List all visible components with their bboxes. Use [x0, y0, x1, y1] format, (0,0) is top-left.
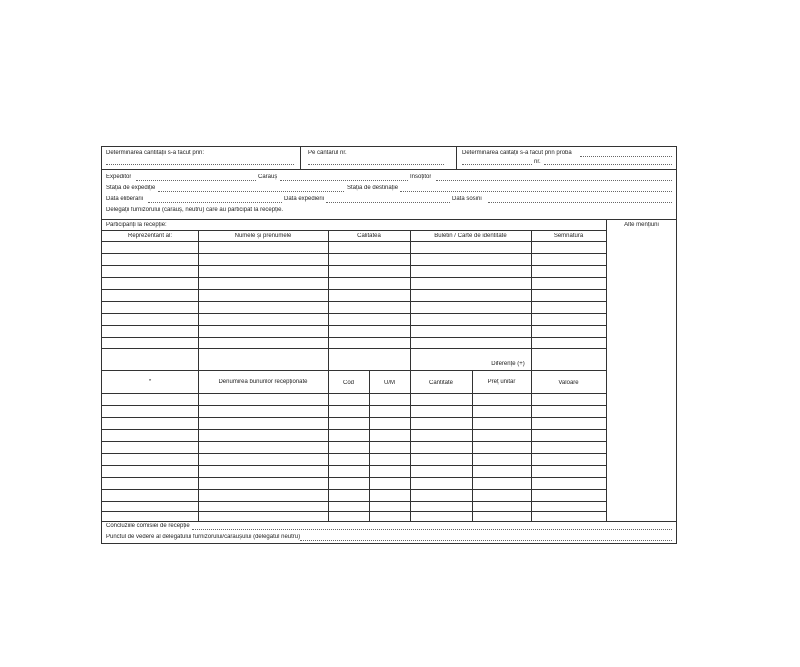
g-row-line: [102, 465, 606, 466]
col-asterisk: *: [148, 379, 152, 385]
quantity-determination-label: Determinarea cantității s-a făcut prin:: [106, 150, 205, 156]
p-col-line-4: [531, 230, 532, 370]
delegate-view-label: Punctul de vedere al delegatului furnizorului/cărăușului (delegatul neutru): [106, 534, 301, 540]
g-row-line: [102, 453, 606, 454]
g-row-line: [102, 489, 606, 490]
carauș-label: Cărăuș: [258, 174, 278, 180]
g-row-line: [102, 405, 606, 406]
quantity-determination-field[interactable]: [106, 164, 294, 165]
transport-bottom-line: [102, 219, 676, 220]
header-bottom-line: [102, 169, 676, 170]
g-header-line: [102, 393, 606, 394]
statia-expeditie-label: Stația de expediție: [106, 185, 156, 191]
p-row-line: [102, 277, 606, 278]
conclusions-label: Concluziile comisiei de recepție: [106, 523, 190, 529]
col-um: U/M: [384, 380, 395, 386]
g-row-line: [102, 429, 606, 430]
p-row-line: [102, 301, 606, 302]
scale-number-label: Pe cântarul nr.: [308, 150, 347, 156]
carauș-field[interactable]: [280, 180, 408, 181]
p-row-line: [102, 253, 606, 254]
delegate-view-field[interactable]: [300, 540, 672, 541]
differences-label: Diferențe (+): [491, 361, 525, 367]
g-row-line: [102, 501, 606, 502]
header-divider-1: [300, 147, 301, 169]
quality-nr-field[interactable]: [544, 164, 672, 165]
p-row-line: [102, 289, 606, 290]
col-nume-prenume: Numele și prenumele: [234, 233, 292, 239]
col-valoare: Valoare: [558, 380, 579, 386]
g-row-line: [102, 417, 606, 418]
p-col-line-1: [198, 230, 199, 370]
delegati-label: Delegații furnizorului (cărăuș, neutru) care au participat la recepție.: [106, 207, 284, 213]
data-eliberarii-label: Data eliberării: [106, 196, 144, 202]
p-row-line: [102, 313, 606, 314]
conclusions-field[interactable]: [192, 529, 672, 530]
col-cod: Cod: [342, 380, 354, 386]
data-sosirii-field[interactable]: [488, 202, 672, 203]
col-buletin: Buletin / Carte de identitate: [434, 233, 507, 239]
expeditor-label: Expeditor: [106, 174, 132, 180]
p-row-line: [102, 265, 606, 266]
p-col-line-3: [410, 230, 411, 370]
insotitor-field[interactable]: [436, 180, 672, 181]
statia-destinatie-label: Stația de destinație: [347, 185, 399, 191]
reception-form: [101, 146, 677, 544]
g-row-line: [102, 511, 606, 512]
g-row-line: [102, 477, 606, 478]
data-eliberarii-field[interactable]: [148, 202, 282, 203]
other-mentions-divider: [606, 219, 607, 521]
insotitor-label: Însoțitor: [410, 174, 432, 180]
col-denumirea: Denumirea bunurilor recepționate: [218, 379, 308, 385]
g-row-line: [102, 441, 606, 442]
expeditor-field[interactable]: [136, 180, 256, 181]
col-calitatea: Calitatea: [357, 233, 381, 239]
statia-expeditie-field[interactable]: [158, 191, 344, 192]
p-row-line: [102, 325, 606, 326]
quality-nr-label: nr.: [534, 159, 541, 165]
col-cantitate: Cantitate: [428, 380, 453, 386]
participants-title: Participanți la recepție:: [106, 222, 167, 228]
col-semnatura: Semnătura: [553, 233, 584, 239]
goods-bottom-line: [102, 521, 676, 522]
p-header-line: [102, 241, 606, 242]
p-row-line: [102, 337, 606, 338]
quality-determination-label: Determinarea calității s-a făcut prin proba: [462, 150, 572, 156]
p-row-line: [102, 348, 606, 349]
data-expedierii-field[interactable]: [326, 202, 450, 203]
other-mentions-label: Alte mențiuni: [624, 222, 659, 228]
header-divider-2: [456, 147, 457, 169]
col-reprezentant: Reprezentant al:: [127, 233, 173, 239]
data-expedierii-label: Data expedierii: [284, 196, 325, 202]
col-pret-unitar: Preț unitar: [487, 379, 516, 385]
p-col-line-2: [328, 230, 329, 370]
scale-number-field[interactable]: [308, 164, 444, 165]
quality-left-field[interactable]: [462, 164, 532, 165]
quality-sample-field[interactable]: [580, 156, 672, 157]
statia-destinatie-field[interactable]: [400, 191, 672, 192]
data-sosirii-label: Data sosirii: [452, 196, 482, 202]
